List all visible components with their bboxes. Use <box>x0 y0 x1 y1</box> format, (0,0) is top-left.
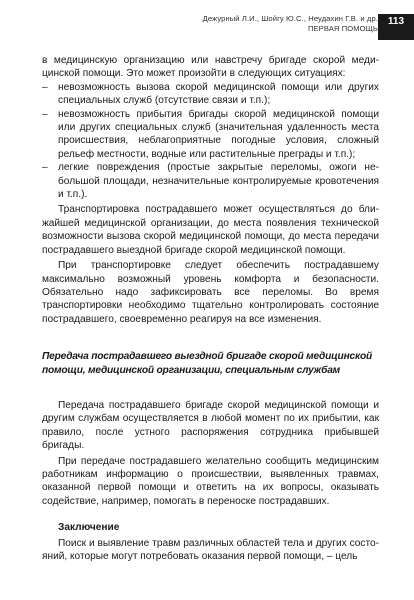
conclusion-heading: Заключение <box>58 522 120 534</box>
page-number: 113 <box>387 16 405 27</box>
page-body <box>42 54 379 563</box>
paragraph: Транспортировка пострадавшего может осуществляться до ближайшей медицинской организации, до места появления технической возможности вызова скорой медицинской помощи, до места передачи пострадавшего выездной бригаде скорой медицинской помощи. <box>42 204 379 256</box>
running-header <box>168 14 378 34</box>
list-item: – легкие повреждения (простые закрытые переломы, ожоги небольшой площади, незначительные контролируемые кровотечения и т.п.). <box>42 161 379 201</box>
header-book-title: ПЕРВАЯ ПОМОЩЬ <box>307 24 378 33</box>
paragraph: Поиск и выявление травм различных областей тела и других состояний, которые могут потребовать оказания первой помощи, – цель <box>42 537 379 562</box>
list-item: – невозможность вызова скорой медицинской помощи или других специальных служб (отсутствие связи и т.п.); <box>42 81 379 108</box>
paragraph: Передача пострадавшего бригаде скорой медицинской помощи и другим службам осуществляется в любой момент по их прибытии, как правило, после устного распоряжения сотрудника прибывшей бригады. <box>42 399 379 452</box>
section-heading: Передача пострадавшего выездной бригаде скорой медицинской помощи, медицинской организации, специальным службам <box>42 351 373 376</box>
paragraph: При передаче пострадавшего желательно сообщить медицинским работникам информацию о происшествии, выявленных травмах, оказанной первой помощи и ответить на их вопросы, оказывать содействие, например, помогать в переноске пострадавших. <box>42 455 379 507</box>
paragraph: При транспортировке следует обеспечить пострадавшему максимально возможный уровень комфорта и безопасности. Обязательно надо зафиксировать все переломы. Во время транспортировки необходимо тщательно контролировать состояние пострадавшего, своевременно реагируя на все изменения. <box>42 260 379 325</box>
paragraph: в медицинскую организацию или навстречу бригаде скорой медицинской помощи. Это может произойти в следующих ситуациях: <box>42 55 379 80</box>
list-item: – невозможность прибытия бригады скорой медицинской помощи или других специальных служб (значительная удаленность места происшествия, неблагоприятные погодные условия, сложный рельеф местности, водные или растительные преграды и т.п.); <box>42 108 379 162</box>
header-authors: Дежурный Л.И., Шойгу Ю.С., Неудахин Г.В. и др. <box>202 14 378 23</box>
situations-list <box>42 81 379 202</box>
